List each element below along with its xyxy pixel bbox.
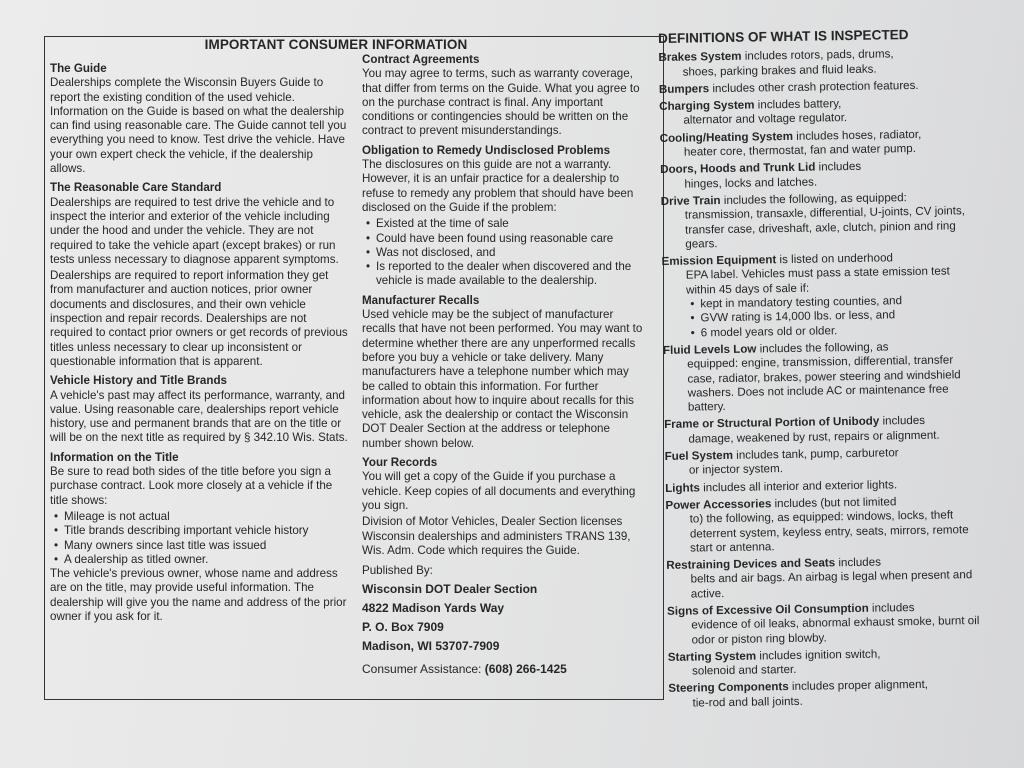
definition-term: Frame or Structural Portion of Unibody xyxy=(664,414,880,432)
publisher-address xyxy=(362,580,644,656)
definition-charging xyxy=(659,95,977,129)
list-item: • Mileage is not actual xyxy=(50,510,350,524)
definition-text: includes proper alignment, xyxy=(788,678,929,694)
definition-term: Steering Components xyxy=(668,680,789,696)
definition-continuation: EPA label. Vehicles must pass a state emission test within 45 days of sale if: xyxy=(685,264,950,297)
list-item: • Is reported to the dealer when discovered and the vehicle is made available to the dealership. xyxy=(362,260,644,289)
emission-conditions-list xyxy=(662,293,981,341)
publisher-street: 4822 Madison Yards Way xyxy=(362,601,505,616)
definition-text: includes hoses, radiator, xyxy=(792,127,922,143)
remedy-list xyxy=(362,217,644,288)
list-item: • Could have been found using reasonable care xyxy=(362,232,644,246)
column-definitions xyxy=(658,27,987,714)
title-warning-list xyxy=(50,510,350,567)
definition-text: includes tank, pump, carburetor xyxy=(732,446,899,462)
list-item: • Was not disclosed, and xyxy=(362,246,644,260)
definition-oil-consumption xyxy=(667,600,986,648)
definition-restraining xyxy=(666,554,985,602)
list-item: • GVW rating is 14,000 lbs. or less, and xyxy=(686,307,980,326)
list-item: • A dealership as titled owner. xyxy=(50,553,350,567)
definition-continuation: hinges, locks and latches. xyxy=(684,175,818,191)
definition-term: Cooling/Heating System xyxy=(659,129,794,145)
definition-term: Signs of Excessive Oil Consumption xyxy=(667,601,869,618)
paragraph-reasonable-care-2: Dealerships are required to report information they get from manufacturer and auction notices, prior owner documents and disclosures, and their own vehicle inspection and repair records. Dealerships are not required to contact prior owners or get records of previous titles unless necessary to clear up inconsistent or questionable information that is apparent. xyxy=(50,269,348,368)
heading-contract: Contract Agreements xyxy=(362,53,480,66)
definition-text: is listed on underhood xyxy=(776,251,894,267)
definition-continuation: belts and air bags. An airbag is legal when present and active. xyxy=(690,568,973,601)
definition-power-accessories xyxy=(665,494,984,556)
definition-term: Doors, Hoods and Trunk Lid xyxy=(660,160,816,177)
definition-continuation: to) the following, as equipped: windows, locks, theft deterrent system, keyless entry, seats, mirrors, remote start or antenna. xyxy=(689,508,969,555)
definition-bumpers xyxy=(659,78,977,97)
heading-remedy: Obligation to Remedy Undisclosed Problems xyxy=(362,143,611,157)
definition-doors xyxy=(660,158,978,192)
definition-text: includes xyxy=(815,160,862,174)
paragraph-reasonable-care-1: Dealerships are required to test drive the vehicle and to inspect the interior and exterior of the vehicle including under the hood and under the vehicle. They are not required to take the vehicle apart (except brakes) or run tests unless necessary to diagnose apparent symptoms. xyxy=(50,195,339,266)
definition-continuation: tie-rod and ball joints. xyxy=(692,694,803,710)
definition-drive-train xyxy=(661,190,980,252)
published-by-label: Published By: xyxy=(362,564,433,578)
list-item: • Existed at the time of sale xyxy=(362,217,644,231)
definition-continuation: damage, weakened by rust, repairs or alignment. xyxy=(688,428,940,446)
definitions-title: DEFINITIONS OF WHAT IS INSPECTED xyxy=(657,27,909,46)
paragraph-previous-owner: The vehicle's previous owner, whose name and address are on the title, may provide useful information. The dealership will give you the name and address of the prior owner if you ask for it. xyxy=(50,567,347,623)
definition-starting xyxy=(668,646,986,680)
paragraph-the-guide: Dealerships complete the Wisconsin Buyers Guide to report the existing condition of the used vehicle. Information on the Guide is based on what the dealership can find using reasonable care. The Guide cannot tell you everything you need to know. Test drive the vehicle. Have your own expert check the vehicle, if the dealership allows. xyxy=(50,76,347,176)
definition-term: Restraining Devices and Seats xyxy=(666,556,836,573)
definition-text: includes (but not limited xyxy=(771,495,897,511)
column-middle xyxy=(362,53,644,679)
definition-continuation: equipped: engine, transmission, differential, transfer case, radiator, brakes, power steering and windshield washers. Does not include AC or maintenance free battery. xyxy=(687,353,961,414)
definition-term: Starting System xyxy=(667,649,757,664)
publisher-po-box: P. O. Box 7909 xyxy=(362,620,444,635)
consumer-assistance xyxy=(362,662,644,676)
definition-term: Brakes System xyxy=(658,49,742,65)
publisher-city: Madison, WI 53707-7909 xyxy=(362,639,500,654)
paragraph-records-2: Division of Motor Vehicles, Dealer Section licenses Wisconsin dealerships and administers TRANS 139, Wis. Adm. Code which requires the Guide. xyxy=(362,515,631,557)
list-item: • Title brands describing important vehicle history xyxy=(50,524,350,538)
heading-the-guide: The Guide xyxy=(50,62,107,75)
definition-fluid-levels xyxy=(663,339,982,415)
definition-brakes xyxy=(658,46,976,80)
definition-frame xyxy=(664,413,982,447)
column-left xyxy=(50,62,350,626)
definition-term: Emission Equipment xyxy=(661,253,777,269)
consumer-info-title: IMPORTANT CONSUMER INFORMATION xyxy=(204,37,468,52)
definition-continuation: or injector system. xyxy=(688,462,784,477)
assistance-phone: (608) 266-1425 xyxy=(484,662,567,677)
definition-text: includes all interior and exterior lights. xyxy=(699,477,898,495)
definition-text: includes rotors, pads, drums, xyxy=(741,47,894,63)
paragraph-remedy: The disclosures on this guide are not a warranty. However, it is an unfair practice for a dealership to refuse to remedy any problem that should have been disclosed on the Guide if the problem: xyxy=(362,158,634,214)
definition-continuation: transmission, transaxle, differential, U-joints, CV joints, transfer case, driveshaft, axle, clutch, pinion and ring gears. xyxy=(684,204,966,251)
heading-vehicle-history: Vehicle History and Title Brands xyxy=(50,374,227,388)
definition-term: Charging System xyxy=(659,98,755,114)
definition-steering xyxy=(668,677,986,711)
definition-term: Drive Train xyxy=(660,194,721,208)
definition-continuation: shoes, parking brakes and fluid leaks. xyxy=(682,62,877,79)
definition-text: includes battery, xyxy=(754,97,842,112)
definition-text: includes the following, as xyxy=(756,340,889,356)
list-item: • kept in mandatory testing counties, and xyxy=(686,293,980,312)
definition-text: includes ignition switch, xyxy=(755,647,881,663)
definition-emission xyxy=(662,250,981,341)
definition-text: includes xyxy=(835,555,882,570)
definition-continuation: heater core, thermostat, fan and water pump. xyxy=(683,142,916,159)
definition-fuel xyxy=(665,445,983,479)
paragraph-records-1: You will get a copy of the Guide if you purchase a vehicle. Keep copies of all documents and everything you sign. xyxy=(362,470,636,512)
definition-term: Fluid Levels Low xyxy=(662,342,757,357)
list-item: • Many owners since last title was issued xyxy=(50,539,350,553)
definition-continuation: evidence of oil leaks, abnormal exhaust smoke, burnt oil odor or piston ring blowby. xyxy=(691,614,980,647)
heading-recalls: Manufacturer Recalls xyxy=(362,293,480,307)
definition-term: Fuel System xyxy=(664,448,734,463)
definition-continuation: solenoid and starter. xyxy=(691,663,797,678)
heading-title-info: Information on the Title xyxy=(50,450,179,464)
definition-text: includes the following, as equipped: xyxy=(720,191,907,208)
paragraph-contract: You may agree to terms, such as warranty coverage, that differ from terms on the Guide. What you agree to on the purchase contract is final. Any important conditions or contingencies should be written on the contract to prevent misunderstandings. xyxy=(362,67,640,138)
paragraph-vehicle-history: A vehicle's past may affect its performance, warranty, and value. Using reasonable care, dealerships report vehicle history, use and permanent brands that are on the title or will be on the next title as required by § 342.10 Wis. Stats. xyxy=(50,388,348,445)
heading-reasonable-care: The Reasonable Care Standard xyxy=(50,181,222,195)
definition-text: includes other crash protection features. xyxy=(709,78,919,96)
definition-lights xyxy=(665,477,983,496)
definition-text: includes xyxy=(879,414,926,428)
definition-text: includes xyxy=(868,601,915,615)
definition-cooling xyxy=(660,127,978,161)
paragraph-title-info: Be sure to read both sides of the title before you sign a purchase contract. Look more closely at a vehicle if the title shows: xyxy=(50,465,333,507)
definition-term: Lights xyxy=(665,481,701,495)
list-item: • 6 model years old or older. xyxy=(687,322,981,341)
heading-records: Your Records xyxy=(362,456,438,470)
definition-term: Bumpers xyxy=(658,82,710,96)
paragraph-recalls: Used vehicle may be the subject of manufacturer recalls that have not been performed. You may want to determine whether there are any unperformed recalls before you buy a vehicle or take delivery. Many manufacturers have a telephone number which may be called to obtain this information. For further information about how to inquire about recalls for this vehicle, ask the dealership or contact the Wisconsin DOT Dealer Section at the address or telephone number shown below. xyxy=(362,308,643,450)
definition-term: Power Accessories xyxy=(665,497,772,512)
definition-continuation: alternator and voltage regulator. xyxy=(683,111,848,128)
assistance-label: Consumer Assistance: xyxy=(362,662,482,677)
publisher-name: Wisconsin DOT Dealer Section xyxy=(362,582,538,597)
